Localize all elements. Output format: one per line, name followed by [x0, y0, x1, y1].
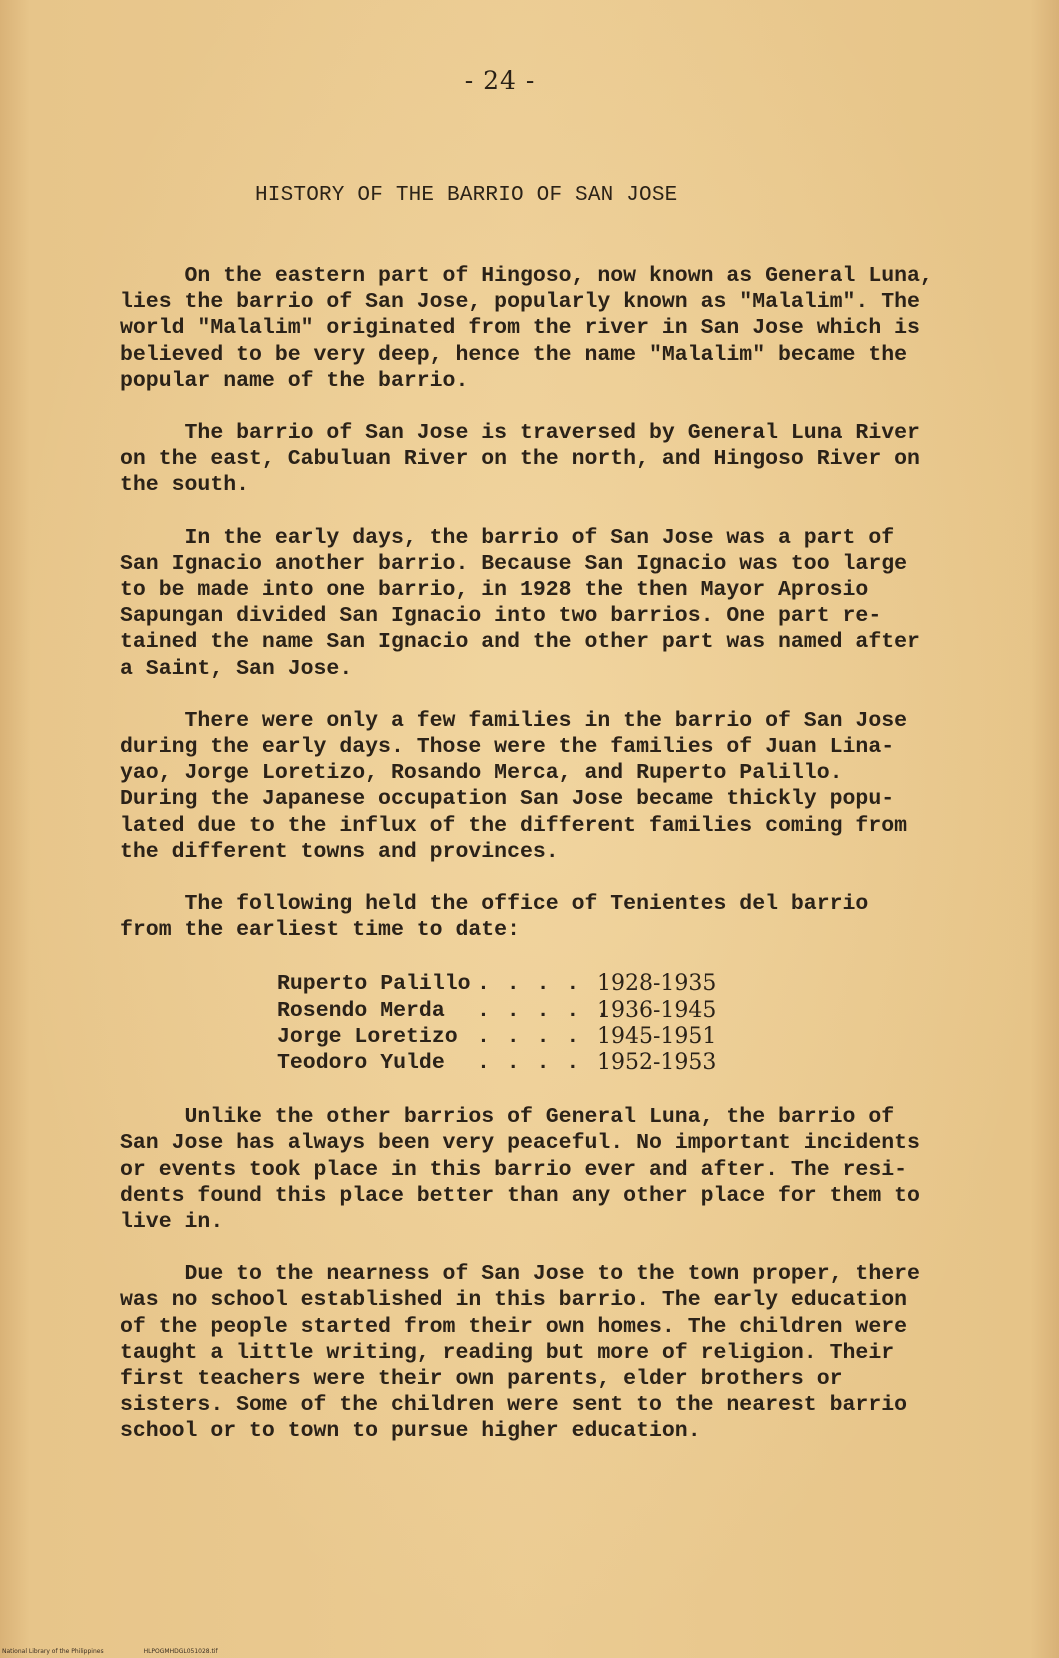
paragraph-line: on the east, Cabuluan River on the north, and Hingoso River on	[120, 447, 920, 472]
officer-row	[277, 1024, 970, 1050]
officer-term: 1928-1935	[597, 971, 717, 997]
paragraph-line: to be made into one barrio, in 1928 the then Mayor Aprosio	[120, 578, 869, 603]
paragraph-line: of the people started from their own homes. The children were	[120, 1314, 908, 1339]
paragraphs-after	[120, 1104, 970, 1444]
paragraph-line: live in.	[120, 1210, 224, 1235]
officer-dots: . . . . .	[477, 998, 612, 1023]
paragraph-line: There were only a few families in the barrio of San Jose	[120, 708, 908, 733]
paragraph-line: lies the barrio of San Jose, popularly known as "Malalim". The	[120, 290, 920, 315]
paragraph-line: In the early days, the barrio of San Jose was a part of	[120, 525, 895, 550]
paragraph-line: Due to the nearness of San Jose to the town proper, there	[120, 1262, 920, 1287]
paragraph	[120, 263, 970, 394]
paragraph	[120, 1104, 970, 1235]
officers-table	[120, 971, 970, 1076]
officer-term: 1945-1951	[597, 1023, 717, 1049]
officer-row	[277, 998, 970, 1024]
paragraph-line: lated due to the influx of the different families coming from	[120, 813, 908, 838]
paragraph-line: The barrio of San Jose is traversed by General Luna River	[120, 421, 920, 446]
paragraph-line: sisters. Some of the children were sent to the nearest barrio	[120, 1393, 908, 1418]
paragraph-line: the different towns and provinces.	[120, 839, 559, 864]
paragraph-line: was no school established in this barrio. The early education	[120, 1288, 908, 1313]
paragraph-line: a Saint, San Jose.	[120, 656, 353, 681]
paragraph-line: first teachers were their own parents, elder brothers or	[120, 1367, 843, 1392]
paragraph-line: Sapungan divided San Ignacio into two barrios. One part re-	[120, 604, 882, 629]
officer-row	[277, 971, 970, 997]
officer-name: Rosendo Merda	[277, 998, 445, 1023]
officer-dots: . . . .	[477, 972, 582, 997]
paragraph-line: school or to town to pursue higher education.	[120, 1419, 701, 1444]
officer-row	[277, 1050, 970, 1076]
paragraph-line: Unlike the other barrios of General Luna, the barrio of	[120, 1105, 895, 1130]
officer-dots: . . . .	[477, 1024, 582, 1049]
paragraph-line: the south.	[120, 473, 250, 498]
officer-term: 1952-1953	[597, 1050, 717, 1076]
paragraphs-before	[120, 263, 970, 943]
paragraph-line: or events took place in this barrio ever and after. The resi-	[120, 1157, 908, 1182]
paragraph-line: during the early days. Those were the families of Juan Lina-	[120, 735, 895, 760]
paragraph-line: world "Malalim" originated from the river in San Jose which is	[120, 316, 920, 341]
officer-dots: . . . .	[477, 1051, 582, 1076]
document-title: HISTORY OF THE BARRIO OF SAN JOSE	[255, 184, 678, 207]
paragraph	[120, 1261, 970, 1444]
paragraph-line: During the Japanese occupation San Jose became thickly popu-	[120, 787, 895, 812]
document-body	[120, 263, 970, 1471]
paragraph-line: believed to be very deep, hence the name "Malalim" became the	[120, 342, 908, 367]
paragraph-line: The following held the office of Tenientes del barrio	[120, 892, 869, 917]
paragraph	[120, 708, 970, 865]
paragraph-line: tained the name San Ignacio and the other part was named after	[120, 630, 920, 655]
paragraph-line: San Ignacio another barrio. Because San Ignacio was too large	[120, 551, 908, 576]
footer-library: National Library of the Philippines	[2, 1648, 104, 1655]
paragraph	[120, 420, 970, 499]
officer-name: Jorge Loretizo	[277, 1024, 458, 1049]
paragraph-line: taught a little writing, reading but more of religion. Their	[120, 1340, 895, 1365]
paragraph-line: dents found this place better than any other place for them to	[120, 1183, 920, 1208]
paragraph-line: from the earliest time to date:	[120, 918, 520, 943]
page-number: - 24 -	[464, 66, 536, 95]
paragraph-line: yao, Jorge Loretizo, Rosando Merca, and Ruperto Palillo.	[120, 761, 843, 786]
paragraph-line: On the eastern part of Hingoso, now known as General Luna,	[120, 264, 933, 288]
officer-name: Teodoro Yulde	[277, 1051, 445, 1076]
footer-file-id: HLPOGMHDGL051028.tif	[143, 1648, 218, 1655]
officer-name: Ruperto Palillo	[277, 972, 471, 997]
paragraph	[120, 525, 970, 682]
paragraph	[120, 891, 970, 943]
officer-term: 1936-1945	[597, 997, 717, 1023]
paragraph-line: San Jose has always been very peaceful. No important incidents	[120, 1131, 920, 1156]
paragraph-line: popular name of the barrio.	[120, 368, 469, 393]
scan-footer	[2, 1648, 218, 1655]
